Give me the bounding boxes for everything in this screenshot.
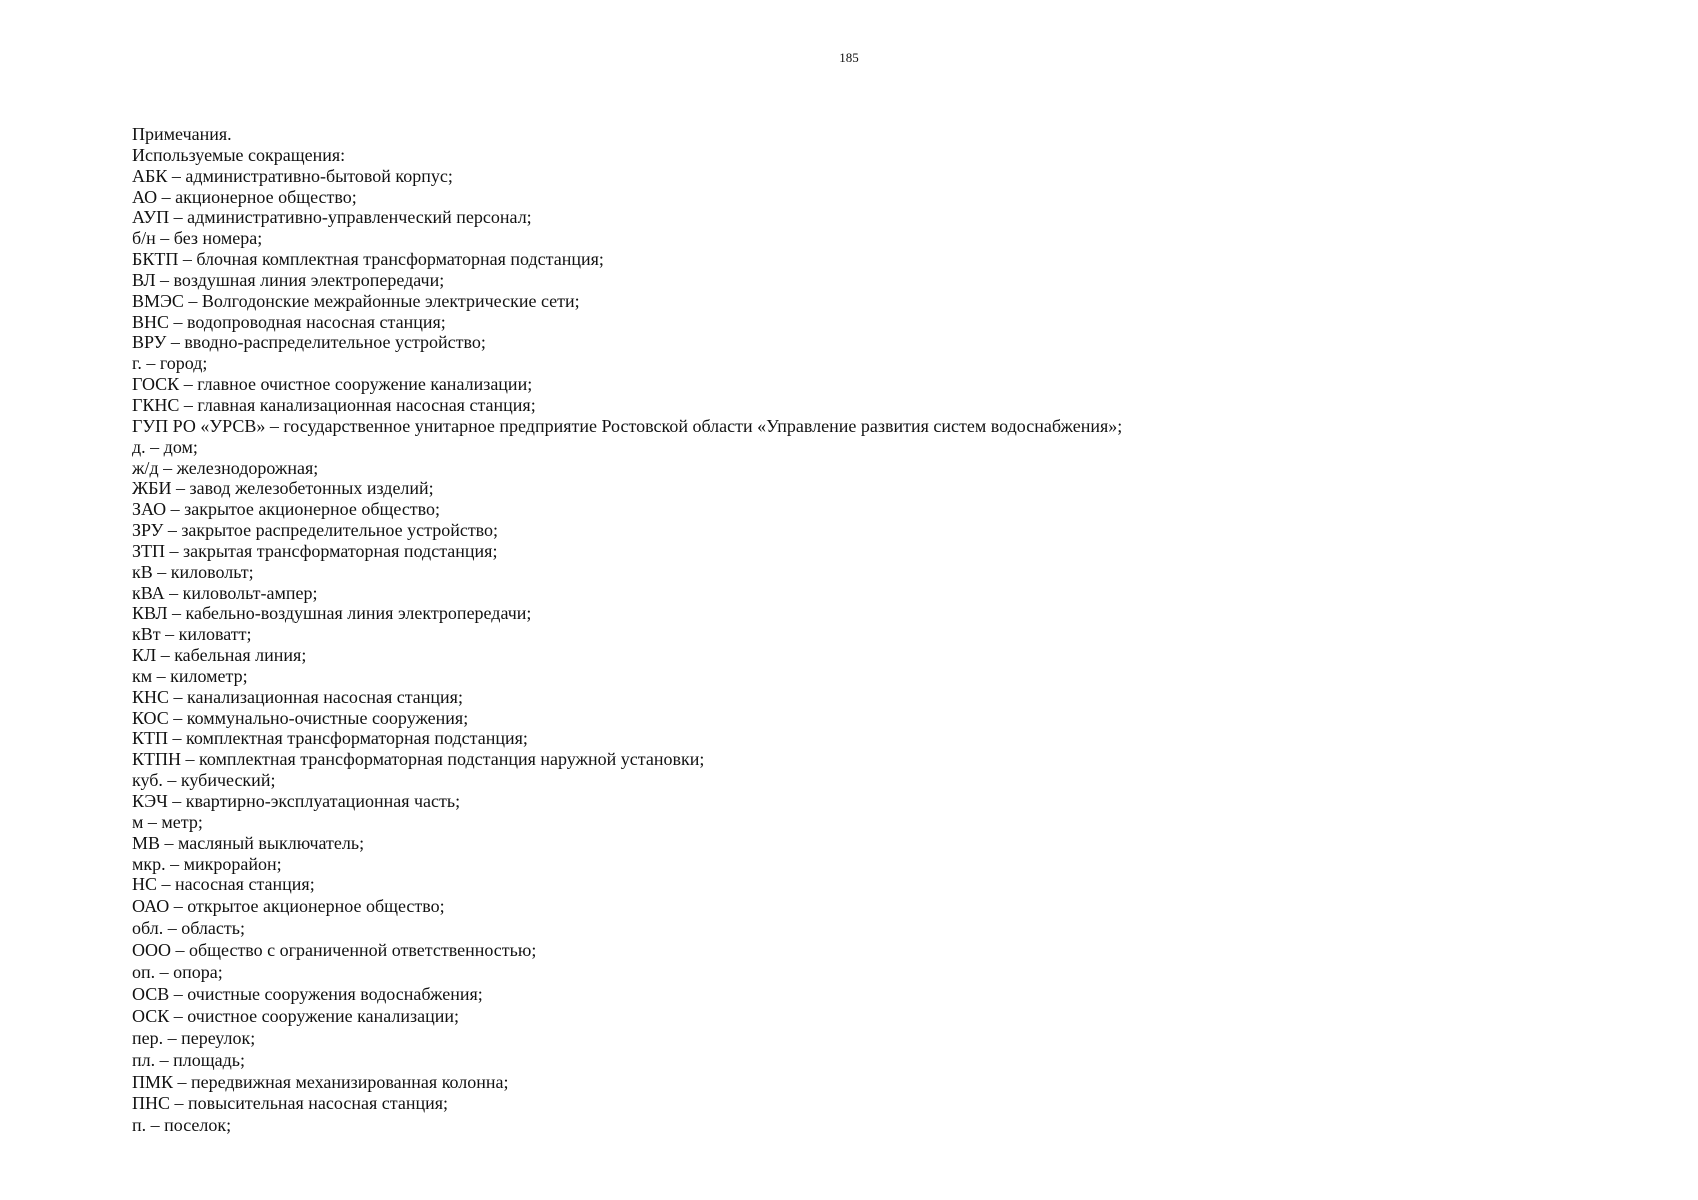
abbreviation-item: АБК – административно-бытовой корпус; [132, 165, 453, 186]
abbreviation-item: КТП – комплектная трансформаторная подстанция; [132, 728, 528, 749]
abbreviation-item: кВА – киловольт-ампер; [132, 582, 318, 603]
abbreviation-item: ВЛ – воздушная линия электропередачи; [132, 269, 445, 290]
abbreviation-item: ВНС – водопроводная насосная станция; [132, 311, 446, 332]
abbreviation-item: ж/д – железнодорожная; [132, 457, 319, 478]
abbreviations-heading: Используемые сокращения: [132, 144, 346, 165]
abbreviation-item: д. – дом; [132, 436, 198, 457]
abbreviation-item: ООО – общество с ограниченной ответственностью; [132, 940, 537, 961]
abbreviation-item: АО – акционерное общество; [132, 186, 357, 207]
abbreviation-item: кВт – киловатт; [132, 624, 252, 645]
abbreviation-item: оп. – опора; [132, 962, 223, 982]
abbreviation-item: п. – поселок; [132, 1115, 232, 1136]
abbreviation-item: обл. – область; [132, 918, 245, 939]
abbreviation-list [132, 166, 1632, 1138]
abbreviation-item: мкр. – микрорайон; [132, 853, 282, 874]
abbreviation-item: КЛ – кабельная линия; [132, 645, 307, 666]
abbreviation-item: КВЛ – кабельно-воздушная линия электропередачи; [132, 603, 532, 624]
notes-section [132, 124, 1632, 1137]
abbreviation-item: ГУП РО «УРСВ» – государственное унитарное предприятие Ростовской области «Управление развития систем водоснабжения»; [132, 415, 1123, 436]
abbreviation-item: пер. – переулок; [132, 1027, 256, 1048]
abbreviation-item: ОСК – очистное сооружение канализации; [132, 1005, 459, 1026]
abbreviation-item: ВРУ – вводно-распределительное устройство; [132, 332, 486, 353]
abbreviation-item: ПМК – передвижная механизированная колонна; [132, 1071, 509, 1092]
page-number: 185 [839, 50, 859, 65]
abbreviation-item: ЖБИ – завод железобетонных изделий; [132, 478, 434, 499]
abbreviation-item: КНС – канализационная насосная станция; [132, 686, 463, 707]
abbreviation-item: АУП – административно-управленческий персонал; [132, 207, 532, 228]
abbreviation-item: куб. – кубический; [132, 770, 276, 791]
abbreviation-item: б/н – без номера; [132, 228, 263, 249]
abbreviation-item: ВМЭС – Волгодонские межрайонные электрические сети; [132, 290, 580, 311]
abbreviation-item: пл. – площадь; [132, 1049, 245, 1070]
abbreviation-item: ПНС – повысительная насосная станция; [132, 1093, 448, 1114]
abbreviation-item: КОС – коммунально-очистные сооружения; [132, 707, 469, 728]
abbreviation-item: ГОСК – главное очистное сооружение канализации; [132, 374, 533, 395]
abbreviation-item: ЗАО – закрытое акционерное общество; [132, 499, 441, 520]
abbreviation-item: ОАО – открытое акционерное общество; [132, 896, 445, 917]
abbreviation-item: БКТП – блочная комплектная трансформаторная подстанция; [132, 249, 604, 270]
abbreviation-item: ОСВ – очистные сооружения водоснабжения; [132, 983, 483, 1004]
abbreviation-item: км – километр; [132, 665, 248, 686]
abbreviation-item: ГКНС – главная канализационная насосная станция; [132, 394, 536, 415]
abbreviation-item: НС – насосная станция; [132, 874, 315, 895]
abbreviation-item: г. – город; [132, 353, 208, 374]
abbreviation-item: кВ – киловольт; [132, 561, 254, 582]
abbreviation-item: м – метр; [132, 811, 203, 832]
abbreviation-item: ЗРУ – закрытое распределительное устройство; [132, 520, 499, 541]
abbreviation-item: КЭЧ – квартирно-эксплуатационная часть; [132, 791, 461, 811]
abbreviation-item: ЗТП – закрытая трансформаторная подстанция; [132, 540, 498, 561]
notes-title: Примечания. [132, 124, 232, 144]
abbreviation-item: КТПН – комплектная трансформаторная подстанция наружной установки; [132, 749, 705, 770]
abbreviation-item: МВ – масляный выключатель; [132, 832, 365, 853]
